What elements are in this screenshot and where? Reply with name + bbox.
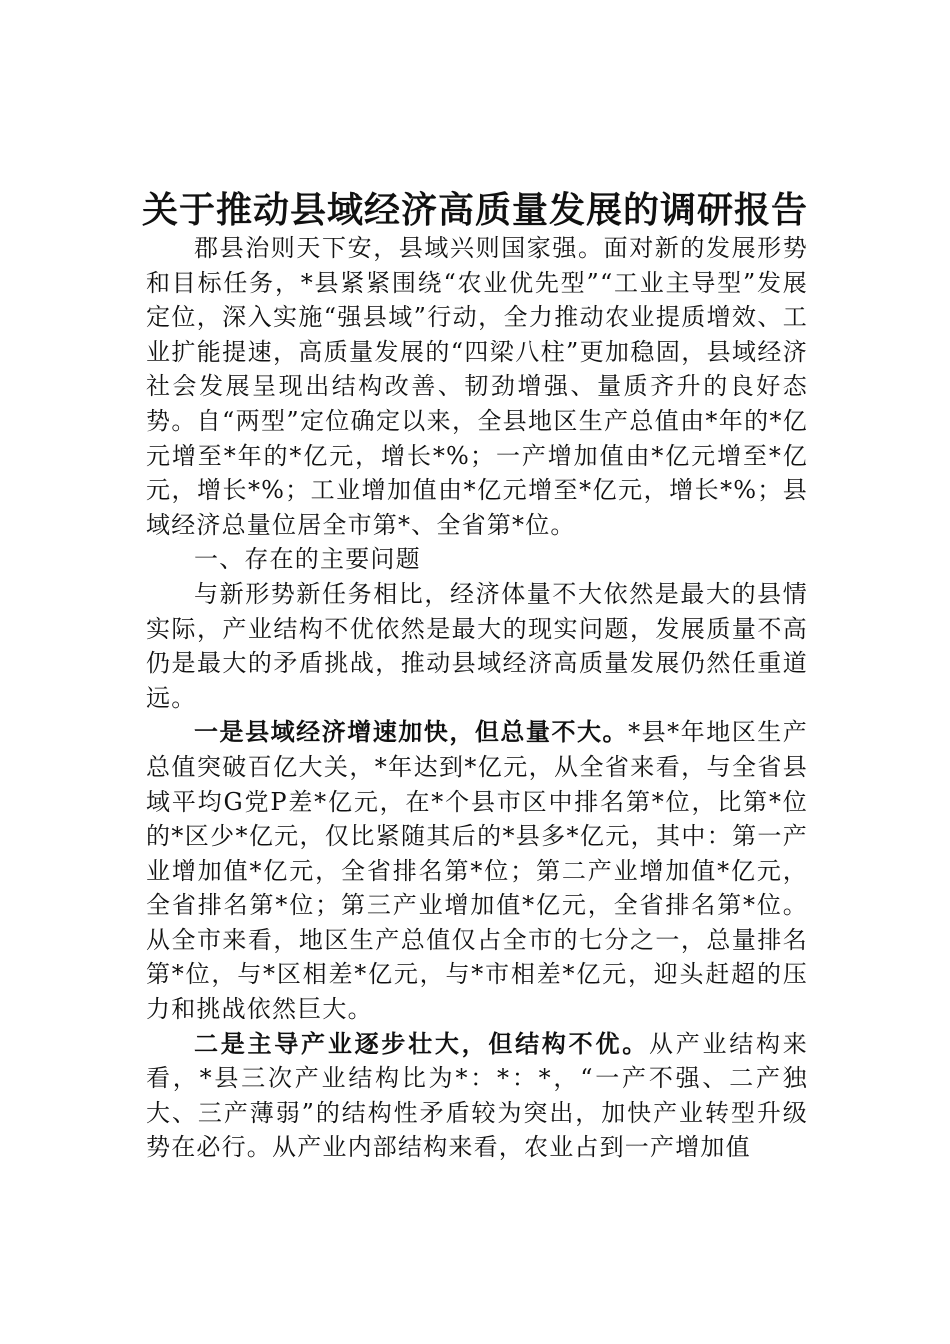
- point-one-text: *县*年地区生产总值突破百亿大关，*年达到*亿元，从全省来看，与全省县域平均G党P差*亿元，在*个县市区中排名第*位，比第*位的*区少*亿元，仅比紧随其后的*县多*亿元，其中：第一产业增加值*亿元，全省排名第*位；第二产业增加值*亿元，全省排名第*位；第三产业增加值*亿元，全省排名第*位。从全市来看，地区生产总值仅占全市的七分之一，总量排名第*位，与*区相差*亿元，与*市相差*亿元，迎头赶超的压力和挑战依然巨大。: [146, 718, 808, 1024]
- document-body: [146, 231, 808, 1165]
- section-heading-problems: 一、存在的主要问题: [194, 545, 421, 574]
- point-two-paragraph: [146, 1027, 808, 1165]
- document-title: 关于推动县域经济高质量发展的调研报告: [141, 189, 808, 232]
- point-one-lead: 一是县域经济增速加快，但总量不大。: [194, 717, 629, 747]
- point-one-paragraph: [146, 715, 808, 1026]
- section-intro-paragraph: 与新形势新任务相比，经济体量不大依然是最大的县情实际，产业结构不优依然是最大的现实问题，发展质量不高仍是最大的矛盾挑战，推动县域经济高质量发展仍然任重道远。: [146, 579, 808, 712]
- point-two-lead: 二是主导产业逐步壮大，但结构不优。: [194, 1028, 649, 1058]
- point-two-text: 从产业结构来看，*县三次产业结构比为*：*：*，“一产不强、二产独大、三产薄弱”的结构性矛盾较为突出，加快产业转型升级势在必行。从产业内部结构来看，农业占到一产增加值: [146, 1029, 809, 1162]
- intro-paragraph: 郡县治则天下安，县域兴则国家强。面对新的发展形势和目标任务，*县紧紧围绕“农业优先型”“工业主导型”发展定位，深入实施“强县域”行动，全力推动农业提质增效、工业扩能提速，高质量发展的“四梁八柱”更加稳固，县域经济社会发展呈现出结构改善、韧劲增强、量质齐升的良好态势。自“两型”定位确定以来，全县地区生产总值由*年的*亿元增至*年的*亿元，增长*%；一产增加值由*亿元增至*亿元，增长*%；工业增加值由*亿元增至*亿元，增长*%；县域经济总量位居全市第*、全省第*位。: [146, 234, 808, 539]
